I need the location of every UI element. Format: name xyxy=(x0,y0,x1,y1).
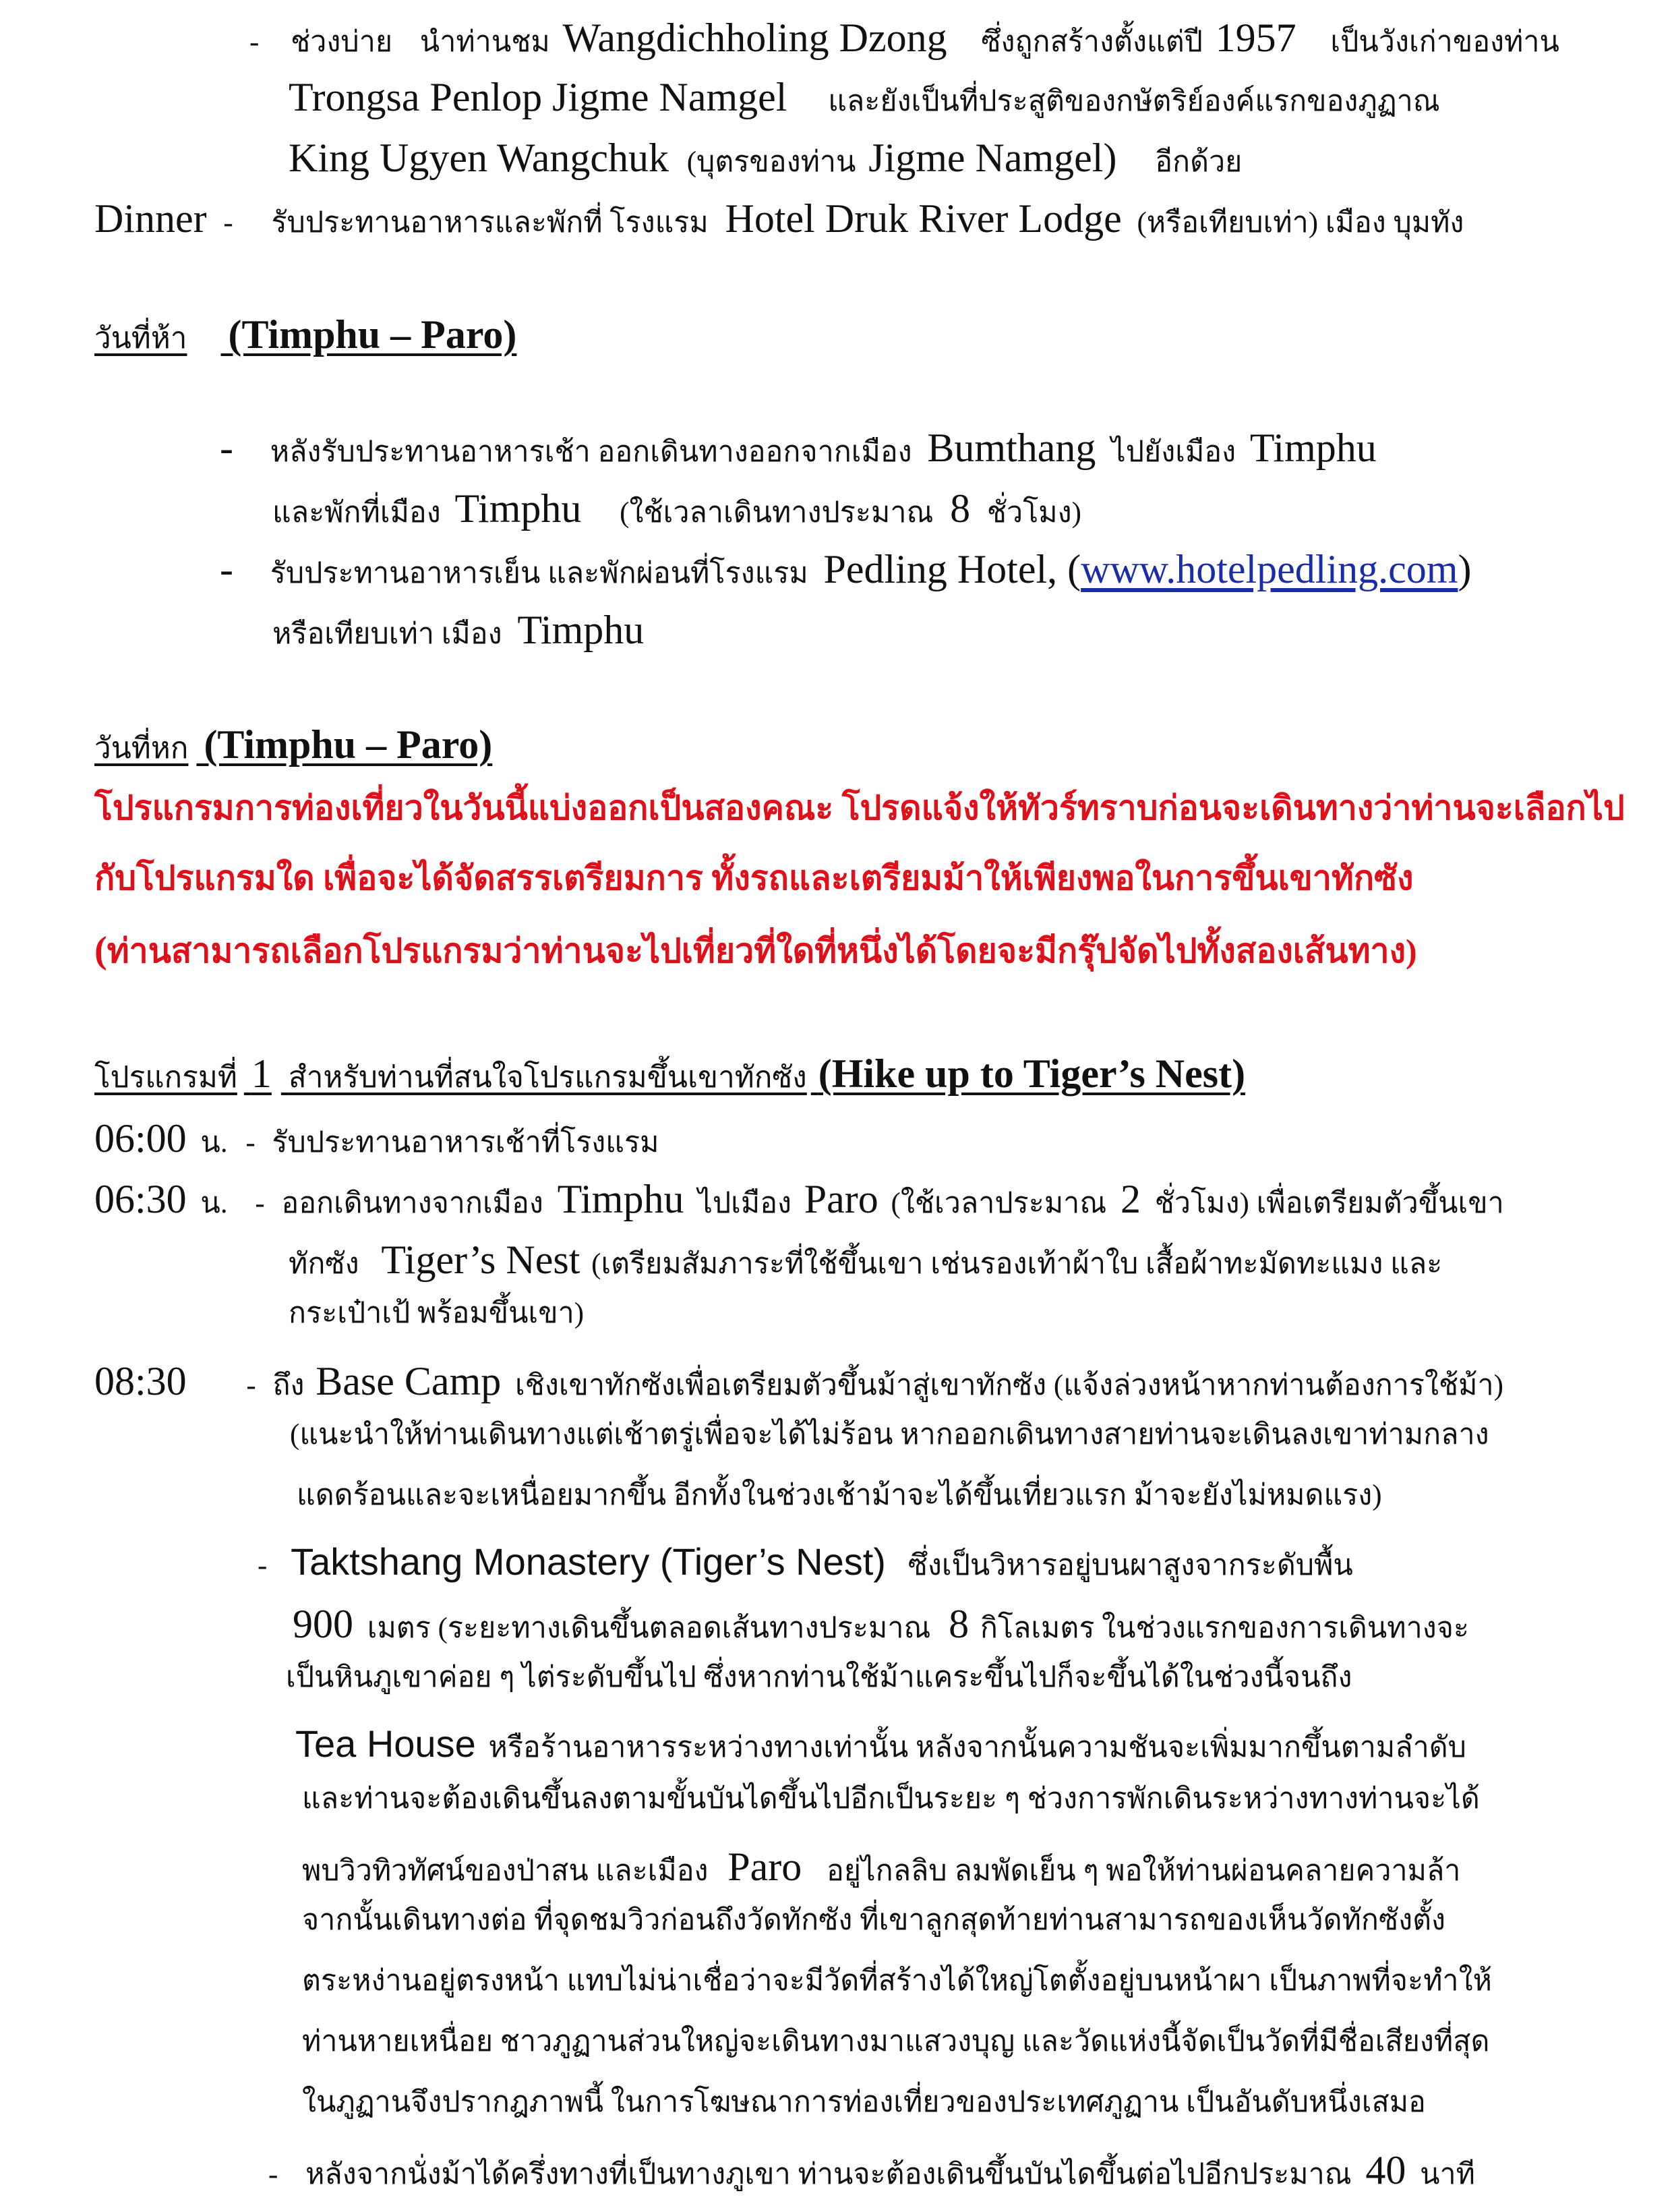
monastery-text: พบวิวทิวทัศน์ของป่าสน และเมือง xyxy=(302,1855,709,1887)
schedule-0630-cont xyxy=(289,1235,1442,1284)
bullet-dash: - xyxy=(223,207,233,239)
last-text: นาที xyxy=(1420,2159,1476,2190)
monastery-line-9: ท่านหายเหนื่อย ชาวภูฏานส่วนใหญ่จะเดินทางมาแสวงบุญ และวัดแห่งนี้จัดเป็นวัดที่มีชื่อเสียงที่สุด xyxy=(302,2026,1490,2058)
height-value: 900 xyxy=(293,1602,353,1646)
notice-line-3 xyxy=(94,928,1417,973)
last-text: หลังจากนั่งม้าได้ครึ่งทางที่เป็นทางภูเขา ท่านจะต้องเดินขึ้นบันไดขึ้นต่อไปอีกประมาณ xyxy=(305,2159,1352,2190)
hours-value: 2 xyxy=(1120,1177,1141,1221)
program-title: (Hike up to Tiger’s Nest) xyxy=(818,1051,1246,1096)
schedule-text: (เตรียมสัมภาระที่ใช้ขึ้นเขา เช่นรองเท้าผ้าใบ เสื้อผ้าทะมัดทะแมง และ xyxy=(591,1248,1443,1280)
afternoon-line-3 xyxy=(289,134,1242,182)
bullet-dash: - xyxy=(249,26,260,58)
schedule-0830 xyxy=(94,1357,1503,1405)
king-name: King Ugyen Wangchuk xyxy=(289,136,669,180)
afternoon-text: นำท่านชม xyxy=(419,26,550,58)
program-number: 1 xyxy=(251,1051,272,1096)
monastery-text: เมตร (ระยะทางเดินขึ้นตลอดเส้นทางประมาณ xyxy=(367,1612,931,1644)
open-paren: ( xyxy=(94,929,107,971)
item-text: ชั่วโมง) xyxy=(986,497,1081,529)
hours-value: 8 xyxy=(950,486,971,531)
afternoon-label: ช่วงบ่าย xyxy=(291,26,393,58)
time: 06:00 xyxy=(94,1116,187,1161)
monastery-line-5: และท่านจะต้องเดินขึ้นลงตามขั้นบันไดขึ้นไปอีกเป็นระยะ ๆ ช่วงการพักเดินระหว่างทางท่านจะได้ xyxy=(302,1783,1480,1815)
item-text: (ใช้เวลาเดินทางประมาณ xyxy=(620,497,934,529)
schedule-0630-cont-2: กระเป๋าเป้ พร้อมขึ้นเขา) xyxy=(289,1298,585,1329)
hotel-name: Hotel Druk River Lodge xyxy=(725,196,1122,241)
tigers-nest: Tiger’s Nest xyxy=(381,1238,580,1282)
afternoon-line-1 xyxy=(249,13,1559,62)
schedule-0600 xyxy=(94,1114,659,1163)
time-unit: น. xyxy=(200,1127,228,1159)
afternoon-line-2 xyxy=(289,73,1440,121)
day5-item-1 xyxy=(220,424,1377,472)
item-text: รับประทานอาหารเย็น และพักผ่อนที่โรงแรม xyxy=(270,558,808,589)
monastery-line-7: จากนั้นเดินทางต่อ ที่จุดชมวิวก่อนถึงวัดทักซัง ที่เขาลูกสุดท้ายท่านสามารถของเห็นวัดทักซังตั้ง xyxy=(302,1904,1446,1936)
monastery-text: หรือร้านอาหารระหว่างทางเท่านั้น หลังจากนั้นความชันจะเพิ่มมากขึ้นตามลำดับ xyxy=(488,1732,1466,1764)
city-name: Paro xyxy=(804,1177,878,1221)
afternoon-text: อีกด้วย xyxy=(1155,146,1243,178)
notice-text: ท่านสามารถเลือกโปรแกรมว่าท่านจะไปเที่ยวที่ใดที่หนึ่งได้โดยจะมีกรุ๊ปจัดไปทั้งสองเส้นทาง) xyxy=(107,932,1417,970)
schedule-0830-cont: (แนะนำให้ท่านเดินทางแต่เช้าตรู่เพื่อจะได้ไม่ร้อน หากออกเดินทางสายท่านจะเดินลงเขาท่ามกลาง xyxy=(290,1419,1489,1451)
bullet-dash: - xyxy=(258,1550,268,1581)
bullet-dash: - xyxy=(268,2159,278,2190)
program-desc: สำหรับท่านที่สนใจโปรแกรมขึ้นเขาทักซัง xyxy=(288,1061,807,1094)
hotel-name: Pedling Hotel, ( xyxy=(823,547,1081,591)
dinner-text: (หรือเทียบเท่า) เมือง บุมทัง xyxy=(1137,207,1464,239)
schedule-text: ชั่วโมง) เพื่อเตรียมตัวขึ้นเขา xyxy=(1154,1188,1504,1219)
bullet-dash: - xyxy=(245,1127,256,1159)
monastery-text: กิโลเมตร ในช่วงแรกของการเดินทางจะ xyxy=(980,1612,1470,1644)
time: 08:30 xyxy=(94,1359,187,1403)
notice-line-2: กับโปรแกรมใด เพื่อจะได้จัดสรรเตรียมการ ทั้งรถและเตรียมม้าให้เพียงพอในการขึ้นเขาทักซัง xyxy=(94,859,1414,897)
bullet-dash: - xyxy=(220,547,233,591)
base-camp: Base Camp xyxy=(316,1359,502,1403)
day6-heading xyxy=(94,720,492,769)
day5-item-2-cont xyxy=(272,606,644,654)
city-name: Bumthang xyxy=(927,426,1096,470)
schedule-text: ถึง xyxy=(272,1370,305,1401)
schedule-text: ทักซัง xyxy=(289,1248,359,1280)
city-name: Timphu xyxy=(557,1177,684,1221)
day-label: วันที่ห้า xyxy=(94,322,187,355)
afternoon-text: เป็นวังเก่าของท่าน xyxy=(1330,26,1559,58)
afternoon-text: (บุตรของท่าน xyxy=(686,146,856,178)
afternoon-text: และยังเป็นที่ประสูติของกษัตริย์องค์แรกของภูฏาณ xyxy=(828,86,1440,117)
day-label: วันที่หก xyxy=(94,732,189,765)
schedule-text: (ใช้เวลาประมาณ xyxy=(891,1188,1107,1219)
monastery-text: ซึ่งเป็นวิหารอยู่บนผาสูงจากระดับพื้น xyxy=(907,1550,1353,1581)
schedule-text: ออกเดินทางจากเมือง xyxy=(281,1188,543,1219)
day5-item-1-cont xyxy=(272,484,1081,533)
minutes-value: 40 xyxy=(1365,2148,1406,2192)
close-paren: ) xyxy=(1458,547,1472,591)
item-text: หรือเทียบเท่า เมือง xyxy=(272,618,502,650)
monastery-name: Taktshang Monastery (Tiger’s Nest) xyxy=(291,1540,886,1583)
time-unit: น. xyxy=(200,1188,228,1219)
monastery-text: อยู่ไกลลิบ ลมพัดเย็น ๆ พอให้ท่านผ่อนคลายความล้า xyxy=(827,1855,1461,1887)
monastery-line-8: ตระหง่านอยู่ตรงหน้า แทบไม่น่าเชื่อว่าจะมีวัดที่สร้างได้ใหญ่โตตั้งอยู่บนหน้าผา เป็นภาพที่จะทำให้ xyxy=(302,1965,1492,1997)
schedule-0630 xyxy=(94,1175,1504,1223)
last-line xyxy=(268,2146,1475,2194)
program-label: โปรแกรมที่ xyxy=(94,1061,237,1094)
city-name: Timphu xyxy=(454,486,582,531)
time: 06:30 xyxy=(94,1177,187,1221)
hotel-website-link[interactable]: www.hotelpedling.com xyxy=(1081,547,1458,591)
bullet-dash: - xyxy=(220,426,233,470)
city-name: Timphu xyxy=(517,608,645,652)
monastery-line-1 xyxy=(258,1539,1353,1584)
program1-heading xyxy=(94,1049,1245,1098)
year: 1957 xyxy=(1215,16,1296,60)
day5-item-2 xyxy=(220,545,1471,593)
bullet-dash: - xyxy=(255,1188,265,1219)
city-name: Timphu xyxy=(1249,426,1377,470)
schedule-0830-cont-2: แดดร้อนและจะเหนื่อยมากขึ้น อีกทั้งในช่วงเช้าม้าจะได้ขึ้นเที่ยวแรก ม้าจะยังไม่หมดแรง) xyxy=(297,1480,1382,1511)
day5-heading xyxy=(94,310,516,359)
monastery-line-10: ในภูฏานจึงปรากฎภาพนี้ ในการโฆษณาการท่องเที่ยวของประเทศภูฏาน เป็นอันดับหนึ่งเสมอ xyxy=(302,2087,1426,2118)
monastery-line-4 xyxy=(295,1721,1466,1766)
bullet-dash: - xyxy=(246,1370,256,1401)
person-name: Jigme Namgel) xyxy=(868,136,1117,180)
place-name: Wangdichholing Dzong xyxy=(562,16,947,60)
dinner-line xyxy=(94,194,1464,243)
person-name: Trongsa Penlop Jigme Namgel xyxy=(289,75,787,119)
tea-house: Tea House xyxy=(295,1722,476,1765)
item-text: หลังรับประทานอาหารเช้า ออกเดินทางออกจากเมือง xyxy=(270,436,912,468)
notice-line-1: โปรแกรมการท่องเที่ยวในวันนี้แบ่งออกเป็นสองคณะ โปรดแจ้งให้ทัวร์ทราบก่อนจะเดินทางว่าท่านจะเลือกไป xyxy=(94,789,1625,827)
monastery-line-6 xyxy=(302,1842,1460,1891)
distance-value: 8 xyxy=(949,1602,969,1646)
schedule-text: ไปเมือง xyxy=(698,1188,792,1219)
item-text: และพักที่เมือง xyxy=(272,497,441,529)
monastery-line-3: เป็นหินภูเขาค่อย ๆ ไต่ระดับขึ้นไป ซึ่งหากท่านใช้ม้าแคระขึ้นไปก็จะขึ้นได้ในช่วงนี้จนถึง xyxy=(286,1662,1352,1693)
route-label: (Timphu – Paro) xyxy=(204,722,493,767)
dinner-text: รับประทานอาหารและพักที่ โรงแรม xyxy=(271,207,709,239)
schedule-text: รับประทานอาหารเช้าที่โรงแรม xyxy=(272,1127,659,1159)
dinner-label: Dinner xyxy=(94,196,207,241)
route-label: (Timphu – Paro) xyxy=(228,312,517,357)
monastery-line-2 xyxy=(293,1600,1469,1648)
afternoon-text: ซึ่งถูกสร้างตั้งแต่ปี xyxy=(981,26,1203,58)
item-text: ไปยังเมือง xyxy=(1111,436,1236,468)
schedule-text: เชิงเขาทักซังเพื่อเตรียมตัวขึ้นม้าสู่เขาทักซัง (แจ้งล่วงหน้าหากท่านต้องการใช้ม้า) xyxy=(514,1370,1503,1401)
city-name: Paro xyxy=(727,1844,802,1889)
